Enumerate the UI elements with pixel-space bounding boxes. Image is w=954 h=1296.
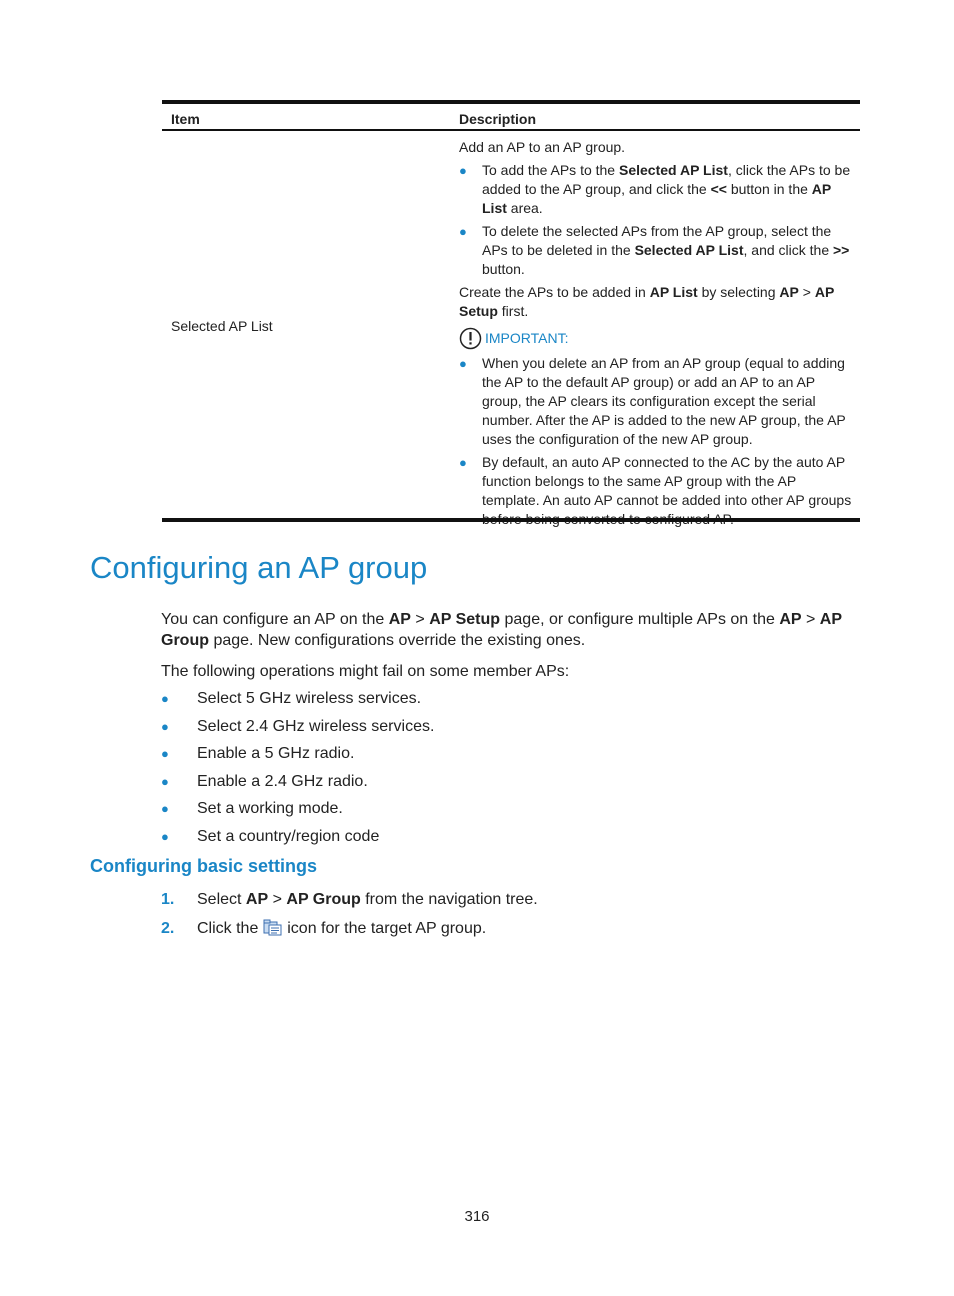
text: > xyxy=(268,891,287,908)
ui-term: >> xyxy=(833,242,850,258)
step-number: 1. xyxy=(161,891,175,908)
list-item xyxy=(459,161,855,218)
table-header-rule xyxy=(162,129,860,131)
ui-term: Selected AP List xyxy=(619,162,728,178)
ui-term: AP List xyxy=(482,181,831,216)
text: page, or configure multiple APs on the xyxy=(500,611,780,628)
create-note xyxy=(459,283,855,321)
text: page. New configurations override the existing ones. xyxy=(209,632,586,649)
important-label: IMPORTANT: xyxy=(485,330,569,346)
text: > xyxy=(801,611,820,628)
description-intro: Add an AP to an AP group. xyxy=(459,139,626,155)
text: > xyxy=(410,611,430,628)
text: Select 2.4 GHz wireless services. xyxy=(197,717,435,735)
text: To add the APs to the xyxy=(482,162,619,178)
step-2 xyxy=(161,918,486,939)
ui-term: AP List xyxy=(649,284,698,300)
list-item xyxy=(161,688,434,716)
fail-intro: The following operations might fail on some member APs: xyxy=(161,663,570,680)
bullet-icon: ● xyxy=(161,718,169,734)
exclamation-circle-icon xyxy=(459,327,482,350)
bullet-icon: ● xyxy=(161,828,169,844)
text: Select 5 GHz wireless services. xyxy=(197,690,422,707)
list-item xyxy=(459,354,855,449)
text: Set a country/region code xyxy=(197,827,380,845)
text: button. xyxy=(482,261,525,277)
text: button in the xyxy=(726,181,812,197)
intro-paragraph xyxy=(161,609,871,651)
ui-term: AP Setup xyxy=(459,284,835,319)
ui-term: Selected AP List xyxy=(634,242,744,258)
text: > xyxy=(798,284,815,300)
text: icon for the target AP group. xyxy=(287,920,487,937)
bullet-icon: ● xyxy=(459,163,467,178)
list-item xyxy=(459,222,855,279)
list-item xyxy=(161,716,434,744)
ui-term: << xyxy=(710,181,727,197)
column-header-item: Item xyxy=(171,111,200,127)
section-title: Configuring an AP group xyxy=(90,550,428,585)
description-bullets xyxy=(459,161,855,279)
table-row-item: Selected AP List xyxy=(171,318,273,334)
ui-term: AP xyxy=(388,611,411,628)
subsection-title: Configuring basic settings xyxy=(90,856,318,876)
bullet-icon: ● xyxy=(459,224,467,239)
text: area. xyxy=(506,200,543,216)
text: Select xyxy=(197,891,246,908)
folder-config-icon xyxy=(263,918,283,936)
column-header-description: Description xyxy=(459,111,537,127)
bullet-icon: ● xyxy=(459,455,467,470)
text: by selecting xyxy=(697,284,780,300)
bullet-icon: ● xyxy=(161,801,169,817)
text: By default, an auto AP connected to the AC by the auto AP function belongs to the same AP group with the AP template. An auto AP cannot be added into other AP groups xyxy=(482,454,852,508)
ui-term: AP Group xyxy=(161,611,842,649)
step-1 xyxy=(161,889,538,910)
table-top-rule xyxy=(162,100,860,104)
table-row-description xyxy=(459,138,855,533)
important-callout xyxy=(459,327,855,350)
text: Enable a 2.4 GHz radio. xyxy=(197,772,368,790)
text: , and click the xyxy=(743,242,833,258)
text: To delete the selected APs from the AP group, select the APs to be deleted in the xyxy=(482,223,832,258)
bullet-icon: ● xyxy=(459,356,467,371)
text: from the navigation tree. xyxy=(360,891,538,908)
text: Enable a 5 GHz radio. xyxy=(197,745,355,763)
important-bullets xyxy=(459,354,855,529)
step-number: 2. xyxy=(161,920,175,937)
ui-term: AP Group xyxy=(286,891,361,908)
text: first. xyxy=(497,303,529,319)
page-number: 316 xyxy=(464,1208,490,1225)
list-item xyxy=(161,826,434,854)
table-bottom-rule xyxy=(162,518,860,522)
list-item xyxy=(161,798,434,826)
text: You can configure an AP on the xyxy=(161,611,389,628)
list-item xyxy=(161,743,434,771)
ui-term: AP Setup xyxy=(429,611,501,628)
text: Click the xyxy=(197,920,263,937)
ui-term: AP xyxy=(779,284,799,300)
text: Create the APs to be added in xyxy=(459,284,650,300)
ui-term: AP xyxy=(245,891,269,908)
ui-term: AP xyxy=(779,611,802,628)
list-item xyxy=(161,771,434,799)
text: , click the APs to be added to the AP group, and click the xyxy=(482,162,851,197)
text: When you delete an AP from an AP group (equal to adding the AP to the default AP group) or add an AP to an AP group, the AP clears its configuration except the serial number. After the AP is added to the new AP group, the AP uses the configuration of the new AP group. xyxy=(482,355,846,447)
fail-operations-list xyxy=(161,688,434,854)
bullet-icon: ● xyxy=(161,773,169,789)
bullet-icon: ● xyxy=(161,691,169,706)
text: Set a working mode. xyxy=(197,800,343,818)
bullet-icon: ● xyxy=(161,746,169,762)
